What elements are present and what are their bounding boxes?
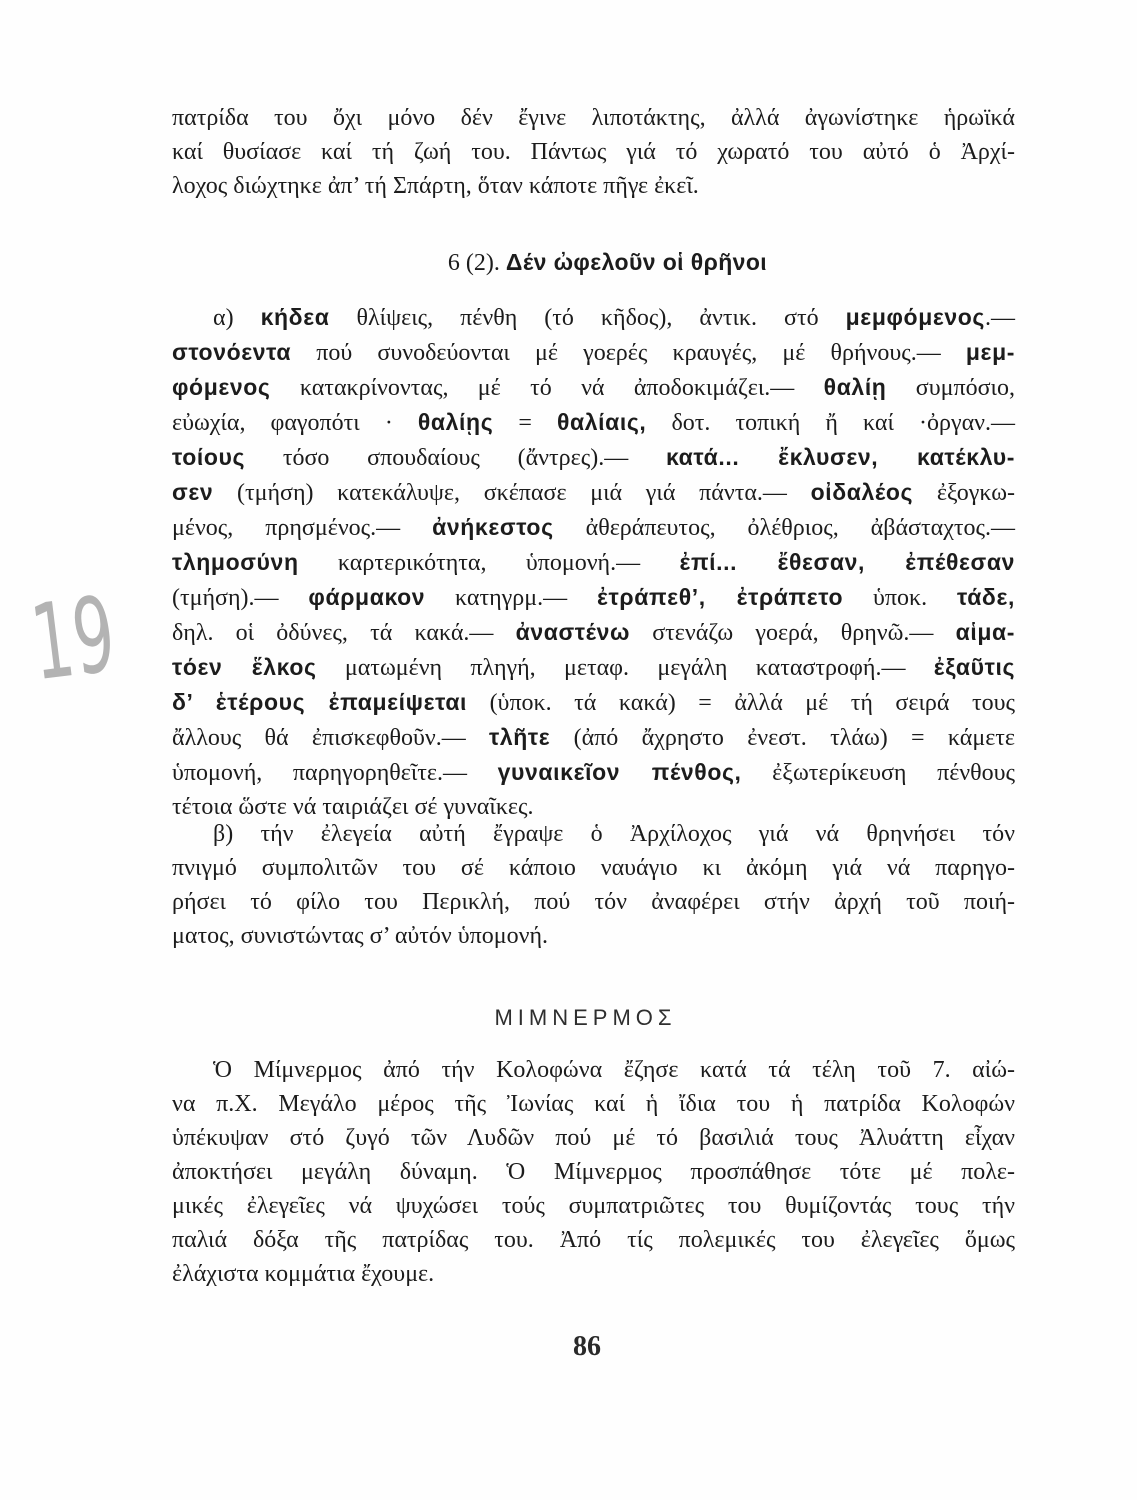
text-run: ἀθεράπευτος, ὀλέθριος, ἀβάσταχτος.— xyxy=(553,515,1015,541)
text-line xyxy=(172,135,1015,169)
text-run: να π.Χ. Μεγάλο μέρος τῆς Ἰωνίας καί ἡ ἴδια του ἡ πατρίδα Κολοφών xyxy=(172,1091,1015,1117)
text-line xyxy=(172,101,1015,135)
bold-term: κατά... ἔκλυσεν, κατέκλυ- xyxy=(665,444,1015,470)
bold-term: δ’ ἑτέρους ἐπαμείψεται xyxy=(172,689,468,715)
text-line xyxy=(172,405,1015,440)
bold-term: τάδε, xyxy=(956,584,1015,610)
bold-term: ἐπί... ἔθεσαν, ἐπέθεσαν xyxy=(679,549,1015,575)
text-line xyxy=(172,440,1015,475)
bold-term: τλῆτε xyxy=(489,724,551,750)
text-line xyxy=(172,851,1015,885)
author-intro-paragraph xyxy=(172,1053,1015,1291)
text-run: καρτερικότητα, ὑπομονή.— xyxy=(298,550,680,576)
section-number: 6 (2). xyxy=(447,250,500,276)
text-run: ὑπέκυψαν στό ζυγό τῶν Λυδῶν πού μέ τό βασιλιά τους Ἀλυάττη εἶχαν xyxy=(172,1125,1015,1151)
text-run: δοτ. τοπική ἤ καί ·ὀργαν.— xyxy=(646,410,1015,436)
text-run: ὑπομονή, παρηγορηθεῖτε.— xyxy=(172,760,498,786)
text-run: = xyxy=(493,410,557,436)
bold-term: ἀναστένω xyxy=(515,619,631,645)
text-line xyxy=(172,335,1015,370)
text-run: παλιά δόξα τῆς πατρίδας του. Ἀπό τίς πολεμικές του ἐλεγεῖες ὅμως xyxy=(172,1227,1015,1253)
text-run: ρήσει τό φίλο του Περικλή, πού τόν ἀναφέρει στήν ἀρχή τοῦ ποιή- xyxy=(172,889,1015,915)
text-line xyxy=(172,1053,1015,1087)
text-line xyxy=(172,1155,1015,1189)
text-line xyxy=(172,720,1015,755)
bold-term: ἐξαῦτις xyxy=(933,654,1015,680)
text-line xyxy=(172,1087,1015,1121)
text-line xyxy=(172,1121,1015,1155)
author-heading: ΜΙΜΝΕΡΜΟΣ xyxy=(494,1005,677,1030)
text-line xyxy=(172,580,1015,615)
text-run: (τμήση) κατεκάλυψε, σκέπασε μιά γιά πάντα.— xyxy=(213,480,811,506)
continued-paragraph xyxy=(172,101,1015,203)
bold-term: αἱμα- xyxy=(955,619,1015,645)
text-line xyxy=(172,650,1015,685)
bold-term: γυναικεῖον πένθος, xyxy=(497,759,742,785)
text-run: ἐξωτερίκευση πένθους xyxy=(741,760,1016,786)
text-line xyxy=(172,370,1015,405)
text-run: ἄλλους θά ἐπισκεφθοῦν.— xyxy=(172,725,490,751)
text-run: μένος, πρησμένος.— xyxy=(172,515,433,541)
text-run: ἐξογκω- xyxy=(913,480,1015,506)
bold-term: θαλίαις, xyxy=(556,409,647,435)
text-run: ὑποκ. xyxy=(843,585,957,611)
text-run: πνιγμό συμπολιτῶν του σέ κάποιο ναυάγιο κι ἀκόμη γιά νά παρηγο- xyxy=(172,855,1015,881)
text-line xyxy=(172,510,1015,545)
text-line xyxy=(172,300,1015,335)
bold-term: φάρμακον xyxy=(308,584,426,610)
text-line xyxy=(172,475,1015,510)
text-run: τέτοια ὥστε νά ταιριάζει σέ γυναῖκες. xyxy=(172,794,534,820)
text-run: .— xyxy=(985,305,1015,331)
text-run: (ὑποκ. τά κακά) = ἀλλά μέ τή σειρά τους xyxy=(467,690,1015,716)
text-line xyxy=(172,1189,1015,1223)
handwritten-margin-note: 19 xyxy=(24,573,122,705)
text-line xyxy=(172,817,1015,851)
commentary-paragraph xyxy=(172,817,1015,953)
text-line xyxy=(172,169,1015,203)
text-line xyxy=(172,919,1015,953)
bold-term: θαλίῃ xyxy=(823,374,887,400)
bold-term: θαλίῃς xyxy=(417,409,494,435)
text-run: πατρίδα του ὄχι μόνο δέν ἔγινε λιποτάκτης, ἀλλά ἀγωνίστηκε ἡρωϊκά xyxy=(172,105,1015,131)
text-run: (τμήση).— xyxy=(172,585,309,611)
page-number: 86 xyxy=(573,1331,601,1362)
bold-term: τοίους xyxy=(172,444,246,470)
text-run: εὐωχία, φαγοπότι · xyxy=(172,410,418,436)
bold-term: ἀνήκεστος xyxy=(432,514,554,540)
text-run: θλίψεις, πένθη (τό κῆδος), ἀντικ. στό xyxy=(329,305,846,331)
bold-term: στονόεντα xyxy=(172,339,292,365)
bold-term: μεμ- xyxy=(965,339,1015,365)
text-run: ματος, συνιστώντας σ’ αὐτόν ὑπομονή. xyxy=(172,923,549,949)
text-run: α) xyxy=(213,305,261,331)
text-line xyxy=(172,755,1015,790)
text-run: ἀποκτήσει μεγάλη δύναμη. Ὁ Μίμνερμος προσπάθησε τότε μέ πολε- xyxy=(172,1159,1015,1185)
text-run: (ἀπό ἄχρηστο ἐνεστ. τλάω) = κάμετε xyxy=(550,725,1015,751)
text-run: συμπόσιο, xyxy=(886,375,1016,401)
text-line xyxy=(172,545,1015,580)
text-run: κατηγρμ.— xyxy=(425,585,598,611)
text-run: τόσο σπουδαίους (ἄντρες).— xyxy=(245,445,666,471)
text-run: ἐλάχιστα κομμάτια ἔχουμε. xyxy=(172,1261,435,1287)
bold-term: τόεν ἕλκος xyxy=(172,654,317,680)
text-run: καί θυσίασε καί τή ζωή του. Πάντως γιά τό χωρατό του αὐτό ὁ Ἀρχί- xyxy=(172,139,1015,165)
section-heading xyxy=(172,245,1015,280)
text-run: πού συνοδεύονται μέ γοερές κραυγές, μέ θρήνους.— xyxy=(291,340,966,366)
text-run: λοχος διώχτηκε ἀπ’ τή Σπάρτη, ὅταν κάποτε πῆγε ἐκεῖ. xyxy=(172,173,699,199)
bold-term: μεμφόμενος xyxy=(845,304,985,330)
text-line xyxy=(172,885,1015,919)
text-line xyxy=(172,685,1015,720)
text-run: μικές ἐλεγεῖες νά ψυχώσει τούς συμπατριῶτες του θυμίζοντάς τους τήν xyxy=(172,1193,1015,1219)
section-title: Δέν ὠφελοῦν οἱ θρῆνοι xyxy=(505,249,768,275)
text-run: Ὁ Μίμνερμος ἀπό τήν Κολοφώνα ἔζησε κατά τά τέλη τοῦ 7. αἰώ- xyxy=(213,1057,1015,1083)
text-run: β) τήν ἐλεγεία αὐτή ἔγραψε ὁ Ἀρχίλοχος γιά νά θρηνήσει τόν xyxy=(213,821,1015,847)
text-line xyxy=(172,1223,1015,1257)
bold-term: φόμενος xyxy=(172,374,271,400)
bold-term: ἐτράπεθ’, ἐτράπετο xyxy=(597,584,844,610)
bold-term: τλημοσύνη xyxy=(172,549,299,575)
text-run: κατακρίνοντας, μέ τό νά ἀποδοκιμάζει.— xyxy=(270,375,824,401)
bold-term: κήδεα xyxy=(260,304,330,330)
bold-term: οἰδαλέος xyxy=(810,479,914,505)
text-run: δηλ. οἱ ὀδύνες, τά κακά.— xyxy=(172,620,516,646)
text-line xyxy=(172,615,1015,650)
glossary-paragraph xyxy=(172,300,1015,824)
bold-term: σεν xyxy=(172,479,214,505)
text-run: ματωμένη πληγή, μεταφ. μεγάλη καταστροφή.— xyxy=(316,655,934,681)
text-run: στενάζω γοερά, θρηνῶ.— xyxy=(630,620,956,646)
text-line xyxy=(172,1257,1015,1291)
